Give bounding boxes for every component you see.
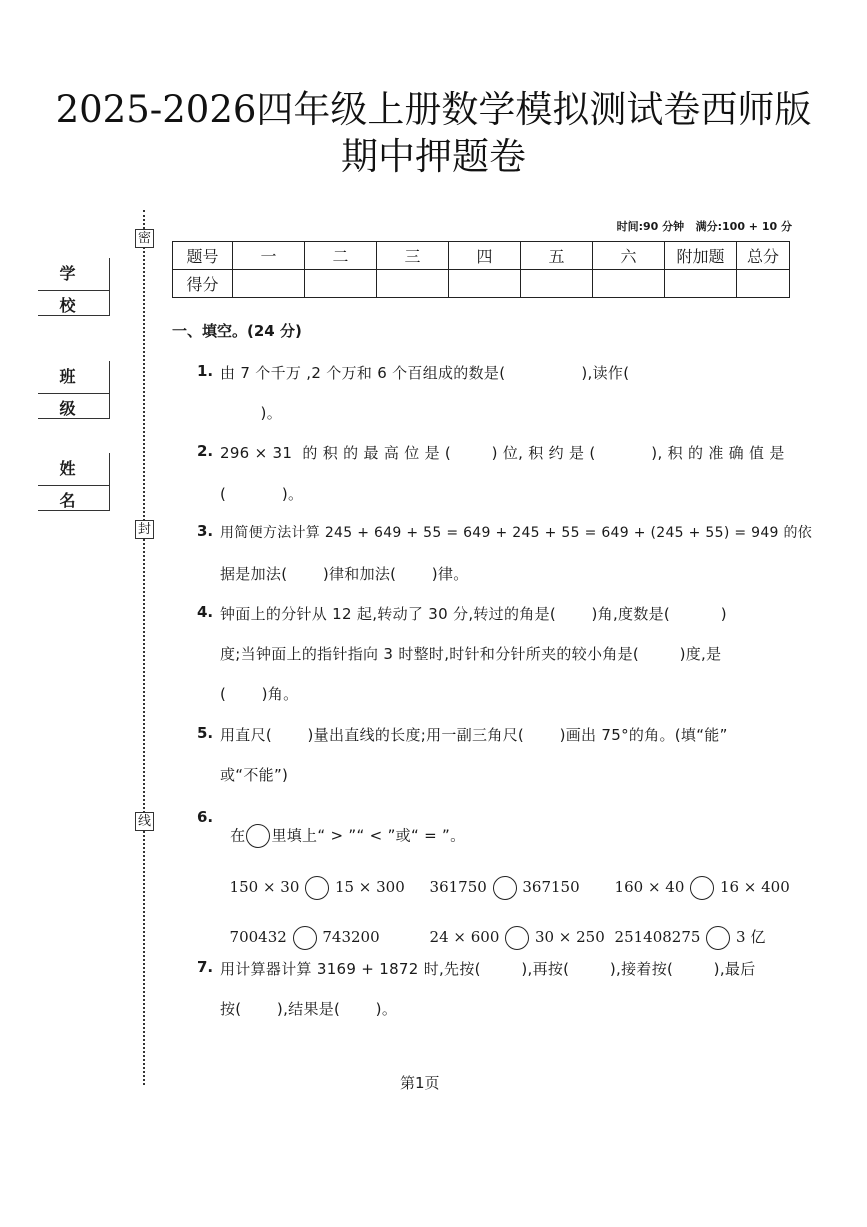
- comparison-item: [605, 858, 790, 900]
- score-cell[interactable]: [521, 270, 593, 298]
- question-3-line-1: 用简便方法计算 245 + 649 + 55 = 649 + 245 + 55 = 649 + (245 + 55) = 949 的依: [220, 525, 813, 541]
- comparison-right: 367150: [522, 878, 580, 896]
- seal-dotted-line: [143, 210, 145, 1085]
- question-3-line-2: 据是加法( )律和加法( )律。: [220, 565, 469, 583]
- seal-mark-feng: 封: [135, 520, 154, 539]
- score-header-cell: 总分: [737, 242, 790, 270]
- comparison-item: [605, 908, 765, 950]
- time-score-info: 时间:90 分钟 满分:100 + 10 分: [616, 220, 792, 233]
- name-field: [38, 453, 110, 511]
- question-number: 1.: [197, 362, 214, 380]
- section-1-title: 一、填空。(24 分): [172, 322, 302, 340]
- comparison-right: 16 × 400: [719, 878, 790, 896]
- comparison-left: 160 × 40: [614, 878, 685, 896]
- answer-circle[interactable]: [493, 876, 517, 900]
- score-input-row: [173, 270, 790, 298]
- class-field: [38, 361, 110, 419]
- question-7-line-1: 用计算器计算 3169 + 1872 时,先按( ),再按( ),接着按( ),最后: [220, 960, 756, 978]
- question-number: 4.: [197, 603, 214, 621]
- question-6-line-1: [220, 806, 465, 848]
- answer-circle[interactable]: [706, 926, 730, 950]
- comparison-item: [220, 908, 380, 950]
- question-2-line-2: ( )。: [220, 485, 304, 503]
- question-4-line-3: ( )角。: [220, 685, 299, 703]
- comparison-left: 150 × 30: [229, 878, 300, 896]
- score-cell[interactable]: [665, 270, 737, 298]
- seal-mark-mi: 密: [135, 229, 154, 248]
- score-header-cell: 五: [521, 242, 593, 270]
- comparison-item: [420, 858, 580, 900]
- score-cell[interactable]: [737, 270, 790, 298]
- comparison-right: 15 × 300: [334, 878, 405, 896]
- question-number: 3.: [197, 522, 214, 540]
- title-line-1: 2025-2026四年级上册数学模拟测试卷西师版: [55, 88, 812, 131]
- question-number: 7.: [197, 958, 214, 976]
- question-4-line-1: 钟面上的分针从 12 起,转动了 30 分,转过的角是( )角,度数是( ): [220, 605, 727, 623]
- answer-circle[interactable]: [305, 876, 329, 900]
- comparison-left: 24 × 600: [429, 928, 500, 946]
- comparison-left: 361750: [429, 878, 487, 896]
- comparison-left: 251408275: [614, 928, 701, 946]
- answer-circle[interactable]: [690, 876, 714, 900]
- score-header-cell: 二: [305, 242, 377, 270]
- question-number: 5.: [197, 724, 214, 742]
- question-1-line-1: 由 7 个千万 ,2 个万和 6 个百组成的数是( ),读作(: [220, 364, 630, 382]
- score-header-cell: 一: [233, 242, 305, 270]
- comparison-right: 3 亿: [736, 928, 766, 946]
- question-1-line-2: )。: [220, 404, 282, 422]
- question-5-line-2: 或“不能”): [220, 766, 289, 784]
- question-5-line-1: 用直尺( )量出直线的长度;用一副三角尺( )画出 75°的角。(填“能”: [220, 726, 728, 744]
- name-label: 姓 名: [38, 453, 110, 486]
- answer-circle[interactable]: [505, 926, 529, 950]
- comparison-right: 30 × 250: [534, 928, 605, 946]
- score-header-cell: 六: [593, 242, 665, 270]
- question-2-line-1: 296 × 31 的 积 的 最 高 位 是 ( ) 位, 积 约 是 ( ), 积 的 准 确 值 是: [220, 444, 785, 462]
- score-header-row: [173, 242, 790, 270]
- comparison-left: 700432: [229, 928, 287, 946]
- score-table: [172, 241, 790, 298]
- question-4-line-2: 度;当钟面上的指针指向 3 时整时,时针和分针所夹的较小角是( )度,是: [220, 645, 722, 663]
- score-cell[interactable]: [377, 270, 449, 298]
- seal-mark-xian: 线: [135, 812, 154, 831]
- score-cell[interactable]: [593, 270, 665, 298]
- score-header-cell: 三: [377, 242, 449, 270]
- question-6-prefix: 在: [230, 826, 246, 845]
- question-7-line-2: 按( ),结果是( )。: [220, 1000, 398, 1018]
- compare-circle-icon: [246, 824, 270, 848]
- score-cell[interactable]: [449, 270, 521, 298]
- school-field: [38, 258, 110, 316]
- question-number: 2.: [197, 442, 214, 460]
- class-label: 班 级: [38, 361, 110, 394]
- page-number: 第1页: [400, 1074, 440, 1092]
- comparison-item: [220, 858, 405, 900]
- answer-circle[interactable]: [293, 926, 317, 950]
- school-label: 学 校: [38, 258, 110, 291]
- score-header-cell: 附加题: [665, 242, 737, 270]
- comparison-right: 743200: [322, 928, 380, 946]
- score-cell[interactable]: [233, 270, 305, 298]
- question-6-text: 里填上“ > ”“ < ”或“ = ”。: [271, 826, 466, 845]
- question-number: 6.: [197, 808, 214, 826]
- score-cell[interactable]: [305, 270, 377, 298]
- score-header-cell: 题号: [173, 242, 233, 270]
- score-header-cell: 四: [449, 242, 521, 270]
- comparison-item: [420, 908, 605, 950]
- title-line-2: 期中押题卷: [341, 135, 526, 178]
- score-row-label: 得分: [173, 270, 233, 298]
